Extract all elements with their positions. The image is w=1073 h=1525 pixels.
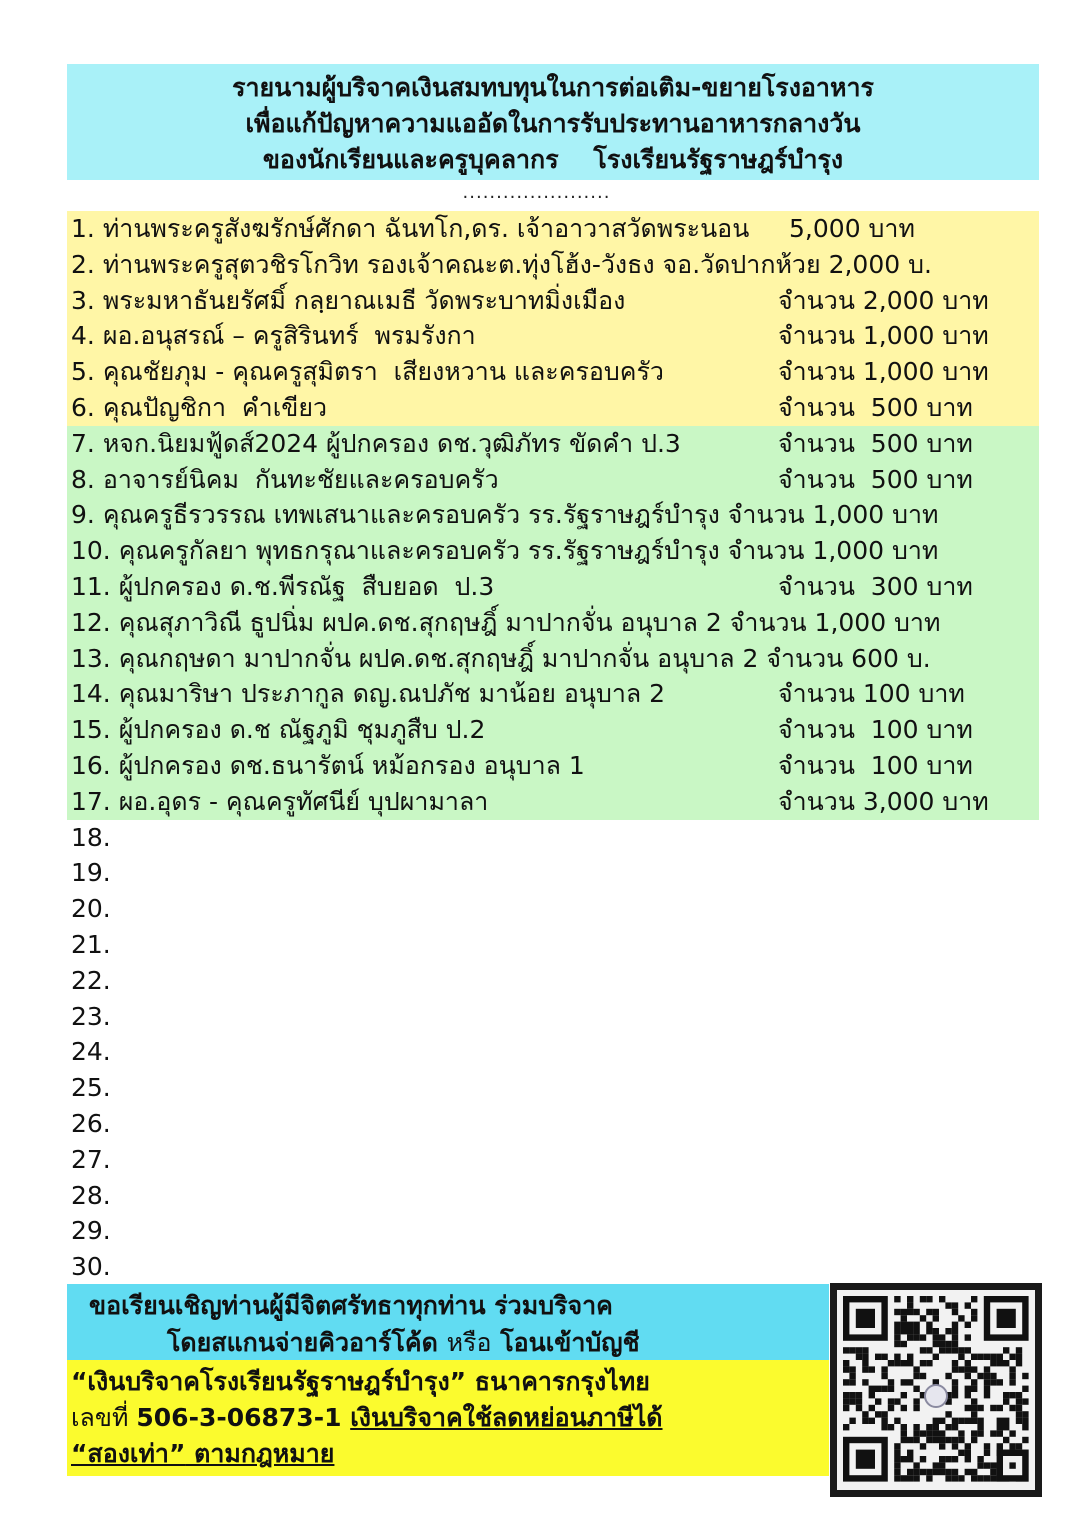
donor-number: 3. (71, 285, 95, 315)
donor-row (67, 963, 1039, 999)
donor-row (67, 855, 1039, 891)
donor-number: 2. (71, 249, 95, 279)
account-number-line (71, 1400, 829, 1436)
donor-row (67, 605, 1039, 641)
donor-name: คุณชัยภุม - คุณครูสุมิตรา เสียงหวาน และครอบครัว (102, 357, 664, 387)
donor-number: 17. (71, 786, 111, 816)
donor-number: 9. (71, 500, 95, 530)
invitation-line-1: ขอเรียนเชิญท่านผู้มีจิตศรัทธาทุกท่าน ร่วมบริจาค (89, 1291, 613, 1320)
donor-number: 26. (71, 1108, 111, 1138)
donor-name: ผู้ปกครอง ดช.ธนารัตน์ หม้อกรอง อนุบาล 1 (118, 750, 585, 780)
donor-row (67, 247, 1039, 283)
donor-row (67, 318, 1039, 354)
donor-row (67, 569, 1039, 605)
donor-number: 10. (71, 536, 111, 566)
donor-row (67, 1249, 1039, 1285)
donor-number: 18. (71, 822, 111, 852)
donor-name: ผู้ปกครอง ด.ช.พีรณัฐ สืบยอด ป.3 (118, 571, 495, 601)
donor-amount: จำนวน 100 บาท (778, 715, 973, 745)
separator-dots: ...................... (462, 182, 611, 203)
donor-number: 23. (71, 1001, 111, 1031)
donor-number: 13. (71, 643, 111, 673)
donor-row (67, 676, 1039, 712)
donor-number: 11. (71, 571, 111, 601)
tax-law-text: ตามกฎหมาย (185, 1439, 335, 1468)
donor-amount: จำนวน 500 บาท (778, 428, 973, 458)
donor-row (67, 891, 1039, 927)
donor-number: 1. (71, 214, 95, 243)
donor-amount: จำนวน 100 บาท (778, 679, 965, 709)
donor-number: 15. (71, 715, 111, 745)
donor-amount: จำนวน 2,000 บาท (778, 285, 989, 315)
donor-row (67, 1070, 1039, 1106)
donor-name: ผู้ปกครอง ด.ช ณัฐภูมิ ชุมภูสืบ ป.2 (118, 715, 486, 745)
page-header (67, 64, 1039, 180)
donor-row (67, 999, 1039, 1035)
invitation-line-2 (167, 1324, 640, 1361)
donor-number: 22. (71, 965, 111, 995)
donor-number: 30. (71, 1252, 111, 1282)
donor-name: คุณกฤษดา มาปากจั่น ผปค.ดช.สุกฤษฎิ์ มาปากจั่น อนุบาล 2 จำนวน 600 บ. (118, 643, 931, 673)
account-number: 506-3-06873-1 (136, 1403, 351, 1432)
donor-number: 29. (71, 1216, 111, 1246)
donor-number: 6. (71, 392, 95, 422)
qr-code[interactable] (830, 1283, 1042, 1497)
donor-name: คุณครูกัลยา พุทธกรุณาและครอบครัว รร.รัฐราษฎร์บำรุง จำนวน 1,000 บาท (118, 536, 939, 566)
donor-number: 28. (71, 1180, 111, 1210)
donor-name: ผอ.อุดร - คุณครูทัศนีย์ บุปผามาลา (118, 786, 489, 816)
header-line-3: ของนักเรียนและครูบุคลากร โรงเรียนรัฐราษฎร์บำรุง (262, 145, 844, 174)
account-number-label: เลขที่ (71, 1403, 137, 1432)
tax-double-text: “สองเท่า” (71, 1439, 186, 1468)
donor-row (67, 426, 1039, 462)
donor-name: พระมหาธันยรัศมิ์ กลฺยาณเมธี วัดพระบาทมิ่งเมือง (102, 285, 626, 315)
donor-number: 4. (71, 321, 95, 351)
tax-deduction-line-2 (71, 1436, 829, 1472)
invitation-banner (67, 1284, 829, 1360)
donor-number: 14. (71, 679, 111, 709)
donor-row (67, 820, 1039, 856)
donor-list (67, 211, 1039, 1285)
donor-name: คุณปัญชิกา คำเขียว (102, 392, 328, 422)
donor-row (67, 927, 1039, 963)
donor-number: 19. (71, 858, 111, 888)
donor-name: อาจารย์นิคม กันทะชัยและครอบครัว (102, 464, 499, 494)
donor-name: ท่านพระครูสุตวชิรโกวิท รองเจ้าคณะต.ทุ่งโฮ้ง-วังธง จอ.วัดปากห้วย 2,000 บ. (102, 249, 932, 279)
donor-row (67, 211, 1039, 247)
donor-amount: จำนวน 100 บาท (778, 750, 973, 780)
donor-number: 8. (71, 464, 95, 494)
qr-code-icon (837, 1290, 1035, 1490)
donor-amount: 5,000 บาท (749, 214, 915, 243)
donor-number: 20. (71, 894, 111, 924)
donor-name: คุณมาริษา ประภากูล ดญ.ณปภัช มาน้อย อนุบาล 2 (118, 679, 666, 709)
donor-amount: จำนวน 1,000 บาท (778, 357, 989, 387)
donor-name: ผอ.อนุสรณ์ – ครูสิรินทร์ พรมรังกา (102, 321, 476, 351)
invite-scan-text: โดยสแกนจ่ายคิวอาร์โค้ด (167, 1328, 447, 1357)
donor-row (67, 1178, 1039, 1214)
account-name: “เงินบริจาคโรงเรียนรัฐราษฎร์บำรุง” ธนาคารกรุงไทย (71, 1367, 650, 1396)
donor-number: 16. (71, 750, 111, 780)
donor-name: หจก.นิยมฟู้ดส์2024 ผู้ปกครอง ดช.วุฒิภัทร ขัดคำ ป.3 (102, 428, 681, 458)
invite-transfer-text: โอนเข้าบัญชี (491, 1328, 640, 1357)
donor-row (67, 283, 1039, 319)
donor-number: 27. (71, 1144, 111, 1174)
donor-amount: จำนวน 1,000 บาท (778, 321, 989, 351)
donor-number: 21. (71, 929, 111, 959)
donor-row (67, 462, 1039, 498)
donor-row (67, 390, 1039, 426)
donor-row (67, 1142, 1039, 1178)
donor-amount: จำนวน 300 บาท (778, 571, 973, 601)
donor-row (67, 1106, 1039, 1142)
donor-number: 7. (71, 428, 95, 458)
donor-row (67, 748, 1039, 784)
donor-row (67, 1213, 1039, 1249)
invite-or-text: หรือ (446, 1328, 492, 1357)
donor-number: 12. (71, 607, 111, 637)
donor-name: คุณครูธีรวรรณ เทพเสนาและครอบครัว รร.รัฐราษฎร์บำรุง จำนวน 1,000 บาท (102, 500, 939, 530)
donor-number: 25. (71, 1073, 111, 1103)
account-banner (67, 1360, 829, 1476)
donor-row (67, 712, 1039, 748)
donor-name: ท่านพระครูสังฆรักษ์ศักดา ฉันทโก,ดร. เจ้าอาวาสวัดพระนอน (102, 214, 750, 243)
donor-row (67, 1034, 1039, 1070)
donor-number: 5. (71, 357, 95, 387)
donor-amount: จำนวน 3,000 บาท (778, 786, 989, 816)
donor-number: 24. (71, 1037, 111, 1067)
header-line-2: เพื่อแก้ปัญหาความแออัดในการรับประทานอาหารกลางวัน (245, 109, 861, 138)
tax-deduction-note: เงินบริจาคใช้ลดหย่อนภาษีได้ (350, 1403, 663, 1432)
donor-amount: จำนวน 500 บาท (778, 392, 973, 422)
donor-name: คุณสุภาวิณี ธูปนิ่ม ผปค.ดช.สุกฤษฎิ์ มาปากจั่น อนุบาล 2 จำนวน 1,000 บาท (118, 607, 941, 637)
donor-row (67, 533, 1039, 569)
donor-amount: จำนวน 500 บาท (778, 464, 973, 494)
donor-row (67, 497, 1039, 533)
header-line-1: รายนามผู้บริจาคเงินสมทบทุนในการต่อเติม-ขยายโรงอาหาร (232, 73, 874, 102)
donor-row (67, 784, 1039, 820)
donor-row (67, 354, 1039, 390)
donor-row (67, 641, 1039, 677)
